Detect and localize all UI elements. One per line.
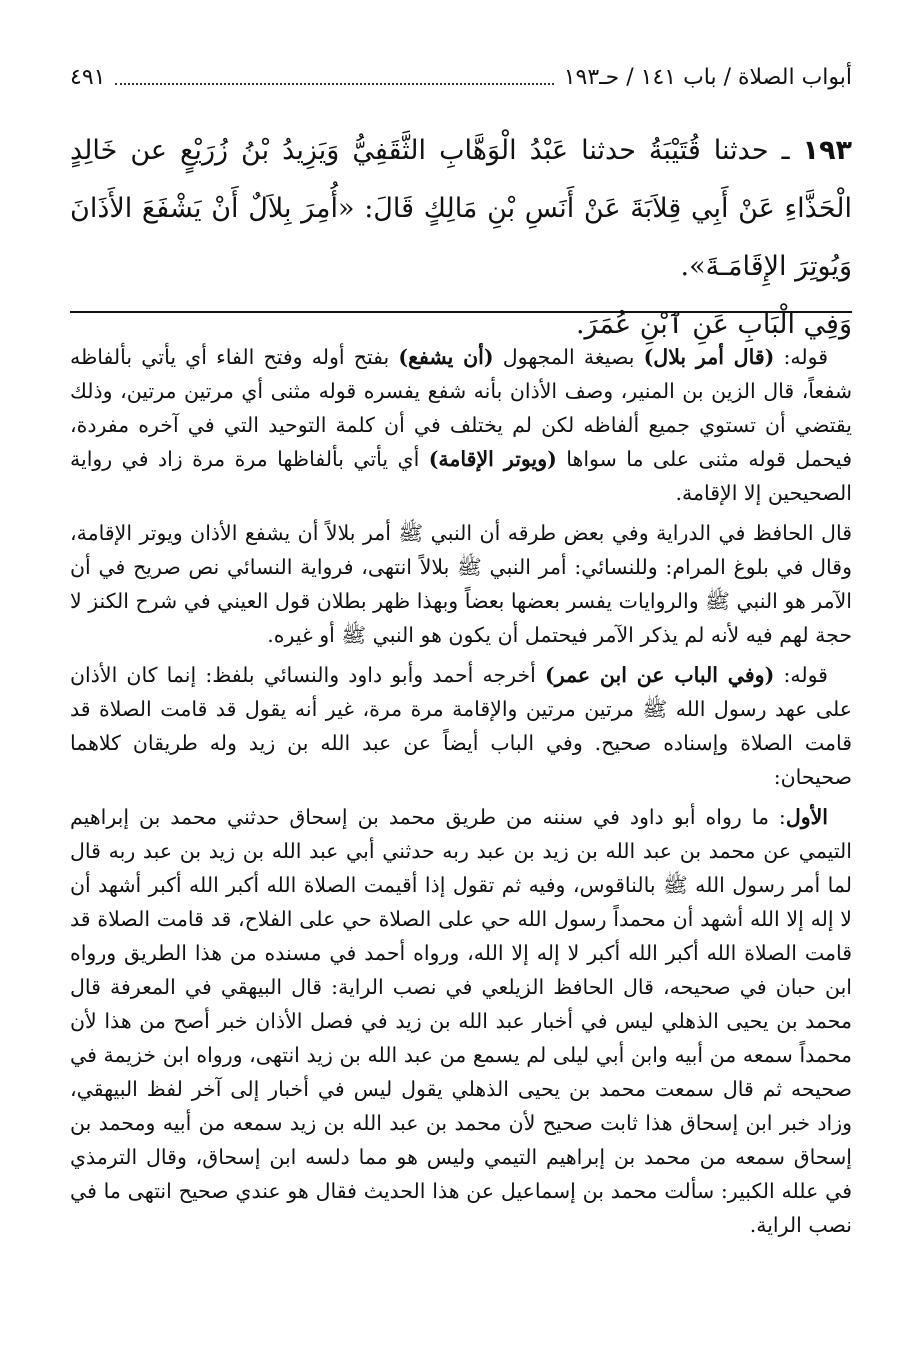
commentary-paragraph-1 [70, 340, 852, 510]
commentary-lead: قوله: [774, 345, 829, 369]
commentary-quote: (أن يشفع) [398, 345, 494, 369]
chapter-title: أبواب الصلاة / باب ١٤١ / حـ١٩٣ [563, 65, 852, 90]
page-number: ٤٩١ [70, 65, 106, 90]
hadith-dash: ـ [768, 135, 803, 166]
commentary-text: : ما رواه أبو داود في سننه من طريق محمد بن إسحاق حدثني محمد بن إبراهيم التيمي عن محمد بن عبد الله بن زيد بن عبد ربه حدثني أبي عبد الله بن زيد بن عبد ربه قال لما أمر رسول الله ﷺ بالناقوس، وفيه ثم تقول إذا أقيمت الصلاة الله أكبر الله أكبر أشهد أن لا إله إلا الله أشهد أن محمداً رسول الله حي على الصلاة حي على الفلاح، قد قامت الصلاة قد قامت الصلاة الله أكبر الله أكبر لا إله إلا الله، ورواه أحمد في مسنده من هذا الطريق ورواه ابن حبان في صحيحه، قال الحافظ الزيلعي في نصب الراية: قال البيهقي في المعرفة قال محمد بن يحيى الذهلي ليس في أخبار عبد الله بن زيد في فصل الأذان خبر أصح من هذا لأن محمداً سمعه من أبيه وابن أبي ليلى لم يسمع من عبد الله بن زيد انتهى، ورواه ابن خزيمة في صحيحه ثم قال سمعت محمد بن يحيى الذهلي يقول ليس في أخبار إلى آخر لفظ البيهقي، وزاد خبر ابن إسحاق هذا ثابت صحيح لأن محمد بن عبد الله بن زيد سمعه من أبيه ومحمد بن إسحاق سمعه من محمد بن إبراهيم التيمي وليس هو مما دلسه ابن إسحاق، وقال الترمذي في علله الكبير: سألت محمد بن إسماعيل عن هذا الحديث فقال هو عندي صحيح انتهى ما في نصب الراية. [70, 805, 852, 1237]
commentary-heading: الأول [785, 805, 828, 829]
footnote-separator [70, 311, 852, 313]
hadith-paragraph [70, 122, 852, 296]
chapter-note: وَفِي الْبَابِ عَنِ ٱبْنِ عُمَرَ. [575, 309, 852, 340]
hadith-number: ١٩٣ [802, 135, 852, 166]
commentary-block [70, 340, 852, 1248]
commentary-text: بصيغة المجهول [493, 345, 644, 369]
leader-dots [115, 83, 553, 85]
running-header [70, 60, 852, 96]
hadith-text-block [70, 122, 852, 354]
commentary-text: أخرجه أحمد وأبو داود والنسائي بلفظ: إنما كان الأذان على عهد رسول الله ﷺ مرتين مرتين والإقامة مرة مرة، غير أنه يقول قد قامت الصلاة قد قامت الصلاة وإسناده صحيح. وفي الباب أيضاً عن عبد الله بن زيد وله طريقان كلاهما صحيحان: [70, 663, 852, 789]
commentary-paragraph-4 [70, 800, 852, 1242]
commentary-quote: (ويوتر الإقامة) [428, 447, 557, 471]
commentary-quote: (قال أمر بلال) [643, 345, 775, 369]
commentary-paragraph-2: قال الحافظ في الدراية وفي بعض طرقه أن النبي ﷺ أمر بلالاً أن يشفع الأذان ويوتر الإقامة، وقال في بلوغ المرام: وللنسائي: أمر النبي ﷺ بلالاً انتهى، فرواية النسائي نص صريح في أن الآمر هو النبي ﷺ والروايات يفسر بعضها بعضاً وبهذا ظهر بطلان قول العيني في شرح الكنز لا حجة لهم فيه لأنه لم يذكر الآمر فيحتمل أن يكون هو النبي ﷺ أو غيره. [70, 521, 852, 647]
commentary-lead: قوله: [774, 663, 828, 687]
commentary-paragraph-3 [70, 658, 852, 794]
commentary-quote: (وفي الباب عن ابن عمر) [545, 663, 775, 687]
commentary-text: أي يأتي بألفاظها مرة مرة زاد في رواية الصحيحين إلا الإقامة. [70, 447, 852, 505]
commentary-text: بفتح أوله وفتح الفاء أي يأتي بألفاظه شفعاً، قال الزين بن المنير، وصف الأذان بأنه شفع يفسره قوله مثنى أي مرتين مرتين، وذلك يقتضي أن تستوي جميع ألفاظه لكن لم يختلف في أن كلمة التوحيد التي في آخره مفردة، فيحمل قوله مثنى على ما سواها [70, 345, 853, 471]
hadith-body: حدثنا قُتَيْبَةُ حدثنا عَبْدُ الْوَهَّابِ الثَّقَفِيُّ وَيَزِيدُ بْنُ زُرَيْعٍ عن خَالِدٍ الْحَذَّاءِ عَنْ أَبِي قِلاَبَةَ عَنْ أَنَسِ بْنِ مَالِكٍ قَالَ: «أُمِرَ بِلاَلٌ أَنْ يَشْفَعَ الأَذَانَ وَيُوتِرَ الإِقَامَـةَ». [70, 135, 852, 282]
